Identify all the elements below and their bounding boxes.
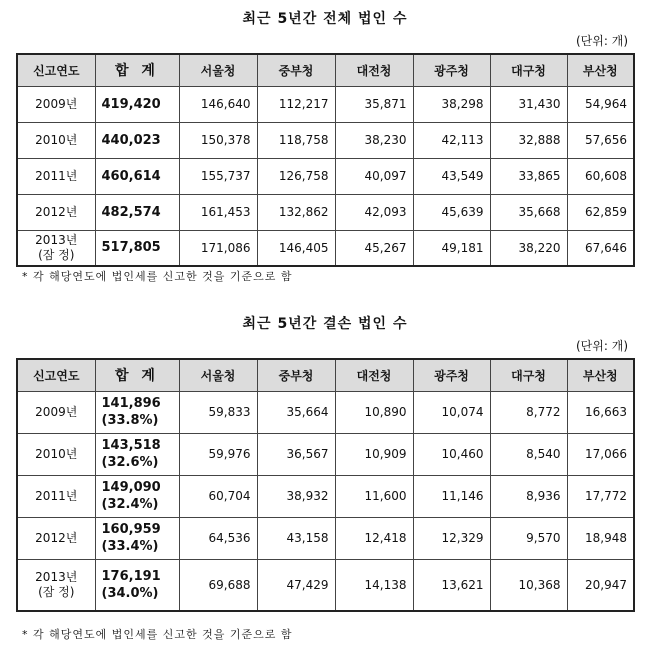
column-header-daegu: 대구청 [490, 54, 567, 86]
column-header-daejeon: 대전청 [335, 359, 413, 391]
value-cell: 8,936 [490, 475, 567, 517]
value-cell: 43,549 [413, 158, 490, 194]
table-row [17, 122, 634, 158]
year-cell: 2010년 [17, 433, 95, 475]
loss-corporations-table [16, 358, 635, 612]
value-cell: 60,704 [179, 475, 257, 517]
total-cell: 149,090 (32.4%) [95, 475, 179, 517]
value-cell: 13,621 [413, 559, 490, 611]
table2-footnote: * 각 해당연도에 법인세를 신고한 것을 기준으로 함 [22, 628, 293, 641]
table-row [17, 517, 634, 559]
value-cell: 43,158 [257, 517, 335, 559]
year-cell: 2011년 [17, 158, 95, 194]
value-cell: 38,230 [335, 122, 413, 158]
year-cell: 2011년 [17, 475, 95, 517]
column-header-seoul: 서울청 [179, 54, 257, 86]
table-row [17, 559, 634, 611]
table-row [17, 475, 634, 517]
value-cell: 47,429 [257, 559, 335, 611]
value-cell: 38,298 [413, 86, 490, 122]
value-cell: 10,890 [335, 391, 413, 433]
value-cell: 36,567 [257, 433, 335, 475]
year-cell: 2009년 [17, 391, 95, 433]
table1-unit: (단위: 개) [576, 34, 628, 48]
column-header-year: 신고연도 [17, 359, 95, 391]
total-cell: 482,574 [95, 194, 179, 230]
value-cell: 14,138 [335, 559, 413, 611]
table-header-row [17, 54, 634, 86]
value-cell: 146,405 [257, 230, 335, 266]
year-cell: 2012년 [17, 517, 95, 559]
value-cell: 57,656 [567, 122, 634, 158]
table-row [17, 158, 634, 194]
value-cell: 10,368 [490, 559, 567, 611]
value-cell: 8,540 [490, 433, 567, 475]
value-cell: 10,909 [335, 433, 413, 475]
table-row [17, 230, 634, 266]
value-cell: 10,074 [413, 391, 490, 433]
table1-footnote: * 각 해당연도에 법인세를 신고한 것을 기준으로 함 [22, 270, 293, 283]
value-cell: 8,772 [490, 391, 567, 433]
column-header-year: 신고연도 [17, 54, 95, 86]
column-header-jungbu: 중부청 [257, 54, 335, 86]
value-cell: 17,772 [567, 475, 634, 517]
value-cell: 12,418 [335, 517, 413, 559]
column-header-seoul: 서울청 [179, 359, 257, 391]
column-header-gwangju: 광주청 [413, 54, 490, 86]
table-row [17, 391, 634, 433]
value-cell: 9,570 [490, 517, 567, 559]
value-cell: 45,639 [413, 194, 490, 230]
value-cell: 11,146 [413, 475, 490, 517]
value-cell: 18,948 [567, 517, 634, 559]
value-cell: 32,888 [490, 122, 567, 158]
year-cell: 2013년 (잠 정) [17, 230, 95, 266]
year-cell: 2013년 (잠 정) [17, 559, 95, 611]
year-cell: 2012년 [17, 194, 95, 230]
value-cell: 17,066 [567, 433, 634, 475]
value-cell: 12,329 [413, 517, 490, 559]
column-header-total: 합 계 [95, 359, 179, 391]
value-cell: 60,608 [567, 158, 634, 194]
value-cell: 33,865 [490, 158, 567, 194]
total-corporations-table [16, 53, 635, 267]
total-cell: 517,805 [95, 230, 179, 266]
value-cell: 42,113 [413, 122, 490, 158]
value-cell: 11,600 [335, 475, 413, 517]
value-cell: 126,758 [257, 158, 335, 194]
total-cell: 419,420 [95, 86, 179, 122]
value-cell: 35,871 [335, 86, 413, 122]
total-cell: 440,023 [95, 122, 179, 158]
total-cell: 141,896 (33.8%) [95, 391, 179, 433]
table-header-row [17, 359, 634, 391]
year-cell: 2009년 [17, 86, 95, 122]
value-cell: 69,688 [179, 559, 257, 611]
value-cell: 171,086 [179, 230, 257, 266]
value-cell: 31,430 [490, 86, 567, 122]
total-cell: 160,959 (33.4%) [95, 517, 179, 559]
value-cell: 10,460 [413, 433, 490, 475]
value-cell: 161,453 [179, 194, 257, 230]
table-row [17, 433, 634, 475]
table2-title: 최근 5년간 결손 법인 수 [242, 316, 408, 332]
column-header-busan: 부산청 [567, 359, 634, 391]
total-cell: 460,614 [95, 158, 179, 194]
value-cell: 40,097 [335, 158, 413, 194]
value-cell: 155,737 [179, 158, 257, 194]
table2-unit: (단위: 개) [576, 339, 628, 353]
table1-title: 최근 5년간 전체 법인 수 [242, 11, 408, 27]
value-cell: 64,536 [179, 517, 257, 559]
year-cell: 2010년 [17, 122, 95, 158]
value-cell: 62,859 [567, 194, 634, 230]
value-cell: 132,862 [257, 194, 335, 230]
value-cell: 42,093 [335, 194, 413, 230]
value-cell: 35,664 [257, 391, 335, 433]
table-row [17, 194, 634, 230]
value-cell: 38,220 [490, 230, 567, 266]
value-cell: 20,947 [567, 559, 634, 611]
value-cell: 54,964 [567, 86, 634, 122]
column-header-daegu: 대구청 [490, 359, 567, 391]
value-cell: 38,932 [257, 475, 335, 517]
column-header-daejeon: 대전청 [335, 54, 413, 86]
total-cell: 143,518 (32.6%) [95, 433, 179, 475]
value-cell: 35,668 [490, 194, 567, 230]
value-cell: 118,758 [257, 122, 335, 158]
value-cell: 45,267 [335, 230, 413, 266]
value-cell: 49,181 [413, 230, 490, 266]
value-cell: 150,378 [179, 122, 257, 158]
value-cell: 59,833 [179, 391, 257, 433]
column-header-busan: 부산청 [567, 54, 634, 86]
value-cell: 67,646 [567, 230, 634, 266]
value-cell: 59,976 [179, 433, 257, 475]
column-header-total: 합 계 [95, 54, 179, 86]
value-cell: 112,217 [257, 86, 335, 122]
value-cell: 16,663 [567, 391, 634, 433]
column-header-jungbu: 중부청 [257, 359, 335, 391]
value-cell: 146,640 [179, 86, 257, 122]
column-header-gwangju: 광주청 [413, 359, 490, 391]
total-cell: 176,191 (34.0%) [95, 559, 179, 611]
table-row [17, 86, 634, 122]
